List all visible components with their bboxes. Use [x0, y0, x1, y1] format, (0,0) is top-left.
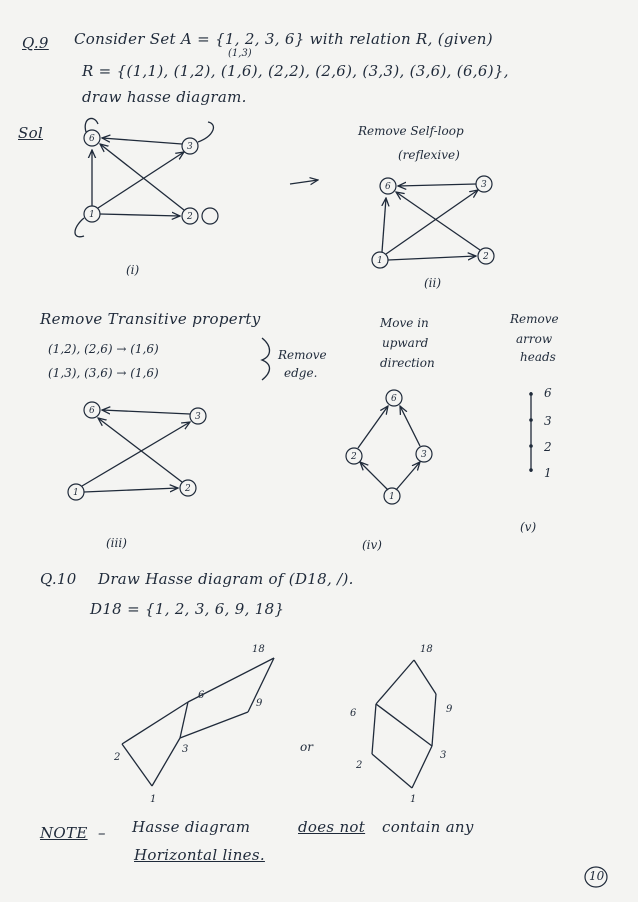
- edge-2-6-left: [122, 702, 188, 744]
- q10-right-label-2: 2: [356, 760, 363, 771]
- sol-label: Sol: [18, 124, 44, 142]
- remove-edge-label-2: edge.: [284, 366, 318, 380]
- self-loop-3-i: [198, 122, 213, 142]
- edge-6-18-left: [188, 658, 274, 702]
- node-1-iv-text: 1: [389, 492, 395, 502]
- chain-dot-2: [529, 444, 533, 448]
- note-emph: does not: [298, 818, 366, 836]
- step-label-v: (v): [520, 520, 537, 534]
- reflexive-label: (reflexive): [398, 148, 460, 162]
- edge-2-6-iii: [98, 418, 182, 482]
- q10-right-label-18: 18: [420, 644, 433, 655]
- note-line-2: Horizontal lines.: [134, 846, 265, 864]
- edge-1-3-ii: [386, 190, 478, 254]
- edge-1-3-iv: [396, 462, 420, 490]
- diagram-v: [529, 392, 533, 472]
- q9-number: Q.9: [22, 34, 49, 52]
- arrow-label-2: arrow: [516, 332, 553, 346]
- q10-left-label-3: 3: [182, 744, 189, 755]
- node-6-ii-text: 6: [385, 182, 391, 192]
- node-3-i-text: 3: [187, 142, 193, 152]
- move-label-1: Move in: [380, 316, 429, 330]
- q10-left-label-1: 1: [150, 794, 157, 805]
- q10-right-label-3: 3: [440, 750, 447, 761]
- q10-title: Draw Hasse diagram of (D18, /).: [98, 570, 354, 588]
- page-number: 10: [589, 869, 605, 883]
- node-3-iv-text: 3: [421, 450, 427, 460]
- edge-2-6-right: [372, 704, 376, 754]
- note-text-1: Hasse diagram: [132, 818, 251, 836]
- diagram-iii: [68, 402, 206, 500]
- edge-3-6-right: [376, 704, 432, 746]
- self-loop-2-i: [202, 208, 218, 224]
- edge-9-18-left: [248, 658, 274, 712]
- edge-1-2-ii: [388, 256, 476, 260]
- step-label-i: (i): [126, 263, 140, 277]
- node-6-iv-text: 6: [391, 394, 397, 404]
- node-3-iii-text: 3: [195, 412, 201, 422]
- edge-3-6-iv: [400, 406, 420, 446]
- self-loop-1-i: [75, 218, 84, 237]
- remove-self-loop-label: Remove Self-loop: [358, 124, 464, 138]
- edge-1-3-left: [152, 738, 180, 786]
- node-2-iii-text: 2: [185, 484, 191, 494]
- edge-2-6-ii: [396, 192, 480, 250]
- diagram-i: [75, 118, 218, 236]
- q10-right-diagram: [372, 660, 436, 788]
- diagram-iv: [346, 390, 432, 504]
- step-label-iv: (iv): [362, 538, 382, 552]
- node-2-i-text: 2: [187, 212, 193, 222]
- note-label: NOTE: [40, 824, 88, 842]
- transitive-line-1: (1,2), (2,6) → (1,6): [48, 342, 159, 356]
- q10-right-label-1: 1: [410, 794, 417, 805]
- edge-9-18-right: [414, 660, 436, 694]
- move-label-3: direction: [380, 356, 435, 370]
- edge-2-6-iv: [358, 406, 388, 448]
- edge-1-2-left: [122, 744, 152, 786]
- q10-number: Q.10: [40, 570, 77, 588]
- edge-1-2-iii: [84, 488, 178, 492]
- node-2-ii-text: 2: [483, 252, 489, 262]
- q9-line3: draw hasse diagram.: [82, 88, 247, 106]
- chain-dot-6: [529, 392, 533, 396]
- node-1-iii-text: 1: [73, 488, 79, 498]
- note-text-2: contain any: [382, 818, 474, 836]
- edge-3-9-right: [432, 694, 436, 746]
- q10-right-label-9: 9: [446, 704, 453, 715]
- remove-edge-label-1: Remove: [278, 348, 327, 362]
- edge-2-6-i: [100, 144, 184, 210]
- edge-3-6-i: [102, 138, 182, 144]
- node-1-i-text: 1: [89, 210, 95, 220]
- edge-3-6-iii: [102, 410, 190, 414]
- step-label-iii: (iii): [106, 536, 127, 550]
- node-2-iv-text: 2: [351, 452, 357, 462]
- move-label-2: upward: [382, 336, 429, 350]
- remove-transitive-label: Remove Transitive property: [40, 310, 261, 328]
- chain-dot-3: [529, 418, 533, 422]
- edge-1-6-ii: [382, 198, 386, 252]
- q10-or: or: [300, 740, 313, 754]
- q10-left-label-18: 18: [252, 644, 265, 655]
- arrow-label-3: heads: [520, 350, 556, 364]
- chain-label-1: 1: [544, 466, 552, 480]
- q9-line1: Consider Set A = {1, 2, 3, 6} with relation R, (given): [74, 30, 493, 48]
- transform-arrow: [290, 180, 318, 184]
- page-number-circle: [585, 867, 607, 887]
- transitive-brace: [262, 338, 270, 380]
- q10-left-label-2: 2: [114, 752, 121, 763]
- diagram-ii: [372, 176, 494, 268]
- q10-left-diagram: [122, 658, 274, 786]
- node-1-ii-text: 1: [377, 256, 383, 266]
- q10-right-label-6: 6: [350, 708, 357, 719]
- q9-insert: (1,3): [228, 48, 252, 59]
- node-6-iii-text: 6: [89, 406, 95, 416]
- chain-label-2: 2: [544, 440, 552, 454]
- step-label-ii: (ii): [424, 276, 442, 290]
- edge-6-18-right: [376, 660, 414, 704]
- edge-1-2-iv: [360, 462, 388, 490]
- transitive-line-2: (1,3), (3,6) → (1,6): [48, 366, 159, 380]
- node-6-i-text: 6: [89, 134, 95, 144]
- edge-1-2-i: [100, 214, 180, 216]
- note-dash: –: [98, 824, 106, 842]
- chain-label-3: 3: [544, 414, 552, 428]
- node-3-ii-text: 3: [481, 180, 487, 190]
- q10-left-label-9: 9: [256, 698, 263, 709]
- edge-3-9-left: [180, 712, 248, 738]
- q10-left-label-6: 6: [198, 690, 205, 701]
- edge-3-6-left: [180, 702, 188, 738]
- edge-1-2-right: [372, 754, 412, 788]
- arrow-label-1: Remove: [510, 312, 559, 326]
- chain-label-6: 6: [544, 386, 552, 400]
- chain-dot-1: [529, 468, 533, 472]
- q9-line2: R = {(1,1), (1,2), (1,6), (2,2), (2,6), (3,3), (3,6), (6,6)},: [82, 62, 509, 80]
- edge-1-3-right: [412, 746, 432, 788]
- q10-set: D18 = {1, 2, 3, 6, 9, 18}: [90, 600, 285, 618]
- edge-3-6-ii: [398, 184, 476, 186]
